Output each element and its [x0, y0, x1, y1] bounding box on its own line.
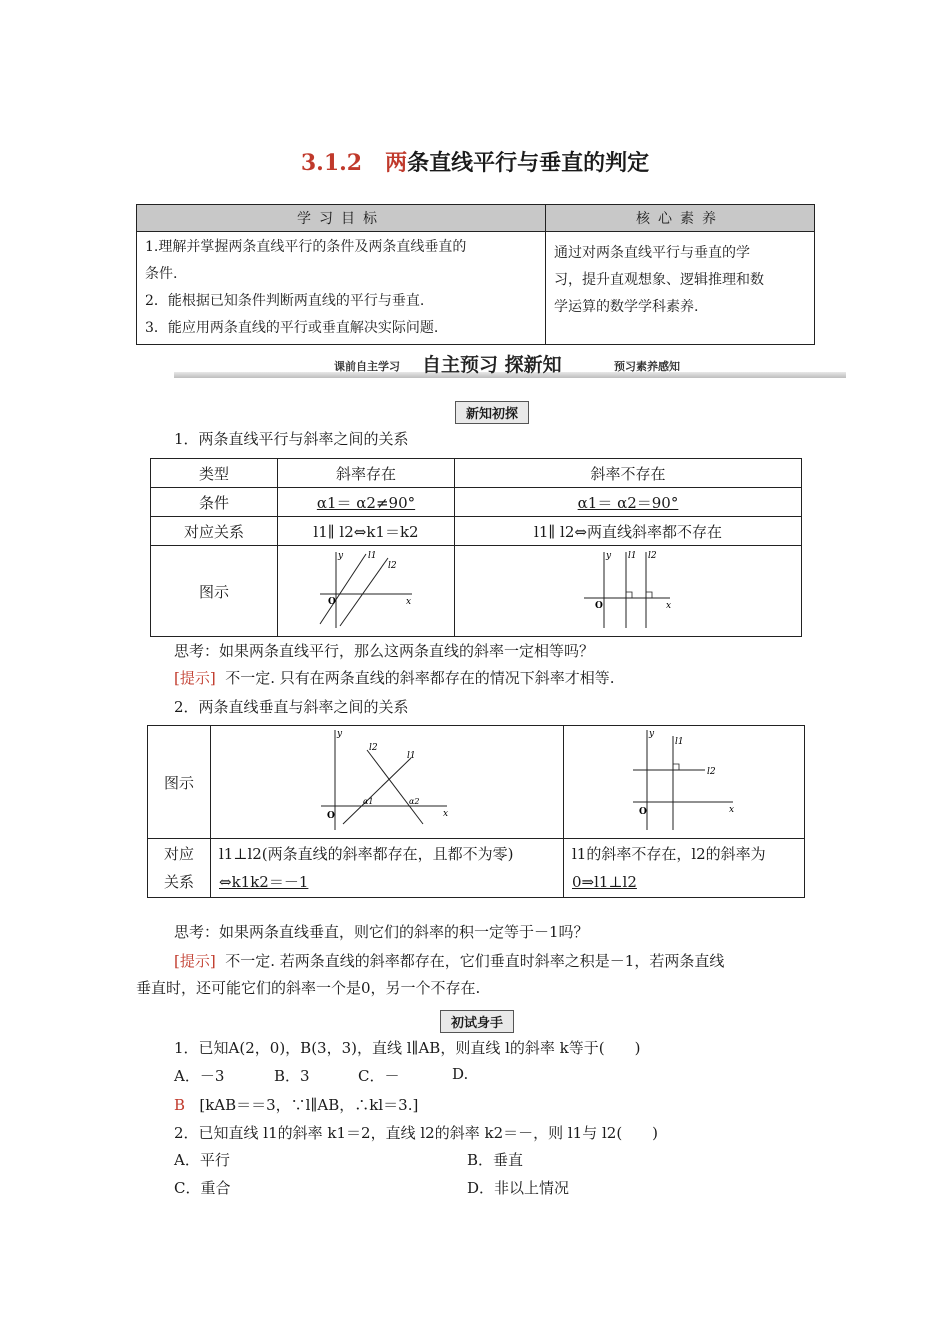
q2-option-d: D．非以上情况	[467, 1179, 570, 1197]
perpendicular-slopes-figure	[317, 726, 457, 834]
svg-text:α2: α2	[409, 797, 420, 806]
t1-header-exist: 斜率存在	[278, 459, 455, 488]
q1-option-c: C．－	[358, 1067, 400, 1085]
t1-header-not-exist: 斜率不存在	[455, 459, 802, 488]
t2-figure-b	[564, 726, 805, 839]
banner-left-text: 课前自主学习	[334, 360, 400, 373]
think-1: 思考：如果两条直线平行，那么这两条直线的斜率一定相等吗？	[174, 642, 595, 660]
t1-row-relation: 对应关系	[151, 517, 278, 546]
q2-option-b: B．垂直	[467, 1151, 524, 1169]
svg-text:O: O	[327, 811, 335, 821]
question-2-stem: 2．已知直线 l1的斜率 k1＝2，直线 l2的斜率 k2＝－，则 l1与 l2( )	[174, 1124, 659, 1142]
svg-text:l1: l1	[368, 551, 377, 561]
q2-option-c: C．重合	[174, 1179, 231, 1197]
svg-text:α1: α1	[363, 797, 374, 806]
svg-text:l1: l1	[628, 551, 637, 561]
section2-title: 2．两条直线垂直与斜率之间的关系	[174, 698, 409, 716]
goals-header-right: 核心素养	[546, 205, 815, 232]
q1-answer: B [kAB＝＝3，∵l∥AB，∴kl＝3.]	[174, 1096, 419, 1114]
axis-parallel-lines-figure	[629, 726, 739, 834]
svg-text:x: x	[406, 597, 412, 607]
t2-relation-a: l1⊥l2(两条直线的斜率都存在，且都不为零) ⇔k1k2＝－1	[211, 839, 564, 898]
svg-text:O: O	[328, 597, 336, 607]
literacy-line: 习，提升直观想象、逻辑推理和数	[554, 272, 764, 288]
q1-option-d: D.	[452, 1065, 469, 1083]
svg-text:x: x	[729, 805, 735, 815]
svg-text:x: x	[666, 601, 672, 611]
q1-option-b: B．3	[274, 1067, 310, 1085]
literacy-line: 通过对两条直线平行与垂直的学	[554, 245, 750, 261]
goal-line: 2．能根据已知条件判断两直线的平行与垂直.	[145, 293, 425, 309]
t1-cond-exist: α1＝ α2≠90°	[278, 488, 455, 517]
section-banner	[174, 352, 846, 382]
banner-right-text: 预习素养感知	[614, 360, 680, 373]
goal-line: 3．能应用两条直线的平行或垂直解决实际问题.	[145, 320, 439, 336]
goal-line: 条件.	[145, 266, 178, 282]
svg-text:y: y	[649, 729, 655, 739]
section1-title: 1．两条直线平行与斜率之间的关系	[174, 430, 409, 448]
goal-line: 1.理解并掌握两条直线平行的条件及两条直线垂直的	[145, 239, 467, 255]
t2-figure-a	[211, 726, 564, 839]
tag-new-knowledge: 新知初探	[455, 401, 529, 424]
page-title: 3.1.2 两条直线平行与垂直的判定	[300, 150, 650, 176]
parallel-table	[150, 458, 802, 637]
t2-row-figure: 图示	[148, 726, 211, 839]
tag-try: 初试身手	[440, 1010, 514, 1033]
literacy-line: 学运算的数学学科素养.	[554, 299, 699, 315]
t1-cond-not-exist: α1＝ α2＝90°	[455, 488, 802, 517]
t2-row-relation: 对应 关系	[148, 839, 211, 898]
svg-text:l2: l2	[707, 767, 716, 777]
hint-1: [提示] 不一定. 只有在两条直线的斜率都存在的情况下斜率才相等.	[174, 669, 615, 687]
svg-text:O: O	[595, 601, 603, 611]
svg-text:y: y	[606, 551, 612, 561]
think-2: 思考：如果两条直线垂直，则它们的斜率的积一定等于－1吗？	[174, 923, 589, 941]
t1-figure-not-exist	[455, 546, 802, 637]
hint-2-cont: 垂直时，还可能它们的斜率一个是0，另一个不存在.	[136, 979, 481, 997]
banner-center-text: 自主预习 探新知	[422, 354, 562, 376]
vertical-lines-figure	[578, 548, 678, 630]
goals-table	[136, 204, 815, 345]
t2-relation-b: l1的斜率不存在，l2的斜率为 0⇒l1⊥l2	[564, 839, 805, 898]
t1-header-type: 类型	[151, 459, 278, 488]
svg-text:l2: l2	[388, 561, 397, 571]
q2-option-a: A．平行	[174, 1151, 230, 1169]
q1-option-a: A．－3	[174, 1067, 225, 1085]
svg-text:l2: l2	[648, 551, 657, 561]
t1-row-condition: 条件	[151, 488, 278, 517]
t1-rel-not-exist: l1∥ l2⇔两直线斜率都不存在	[455, 517, 802, 546]
svg-text:y: y	[338, 551, 344, 561]
svg-text:l1: l1	[407, 751, 416, 761]
t1-row-figure: 图示	[151, 546, 278, 637]
svg-text:l2: l2	[369, 743, 378, 753]
t1-figure-exist	[278, 546, 455, 637]
perpendicular-table	[147, 725, 805, 898]
hint-2: [提示] 不一定. 若两条直线的斜率都存在，它们垂直时斜率之积是－1，若两条直线	[174, 952, 725, 970]
svg-text:O: O	[639, 807, 647, 817]
goals-header-left: 学习目标	[137, 205, 546, 232]
svg-text:l1: l1	[675, 737, 684, 747]
parallel-slope-figure	[316, 548, 416, 630]
question-1-stem: 1．已知A(2，0)，B(3，3)，直线 l∥AB，则直线 l的斜率 k等于( )	[174, 1039, 641, 1057]
t1-rel-exist: l1∥ l2⇔k1＝k2	[278, 517, 455, 546]
svg-text:y: y	[337, 729, 343, 739]
svg-text:x: x	[443, 809, 449, 819]
